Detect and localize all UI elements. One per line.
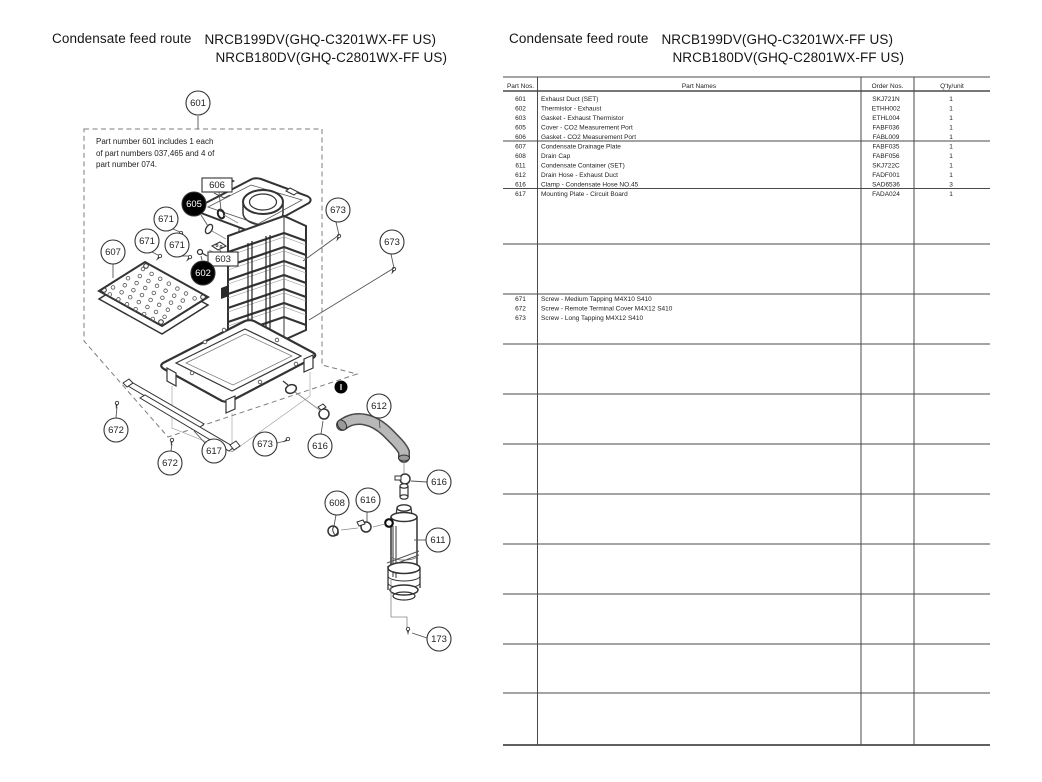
- cell-qty: 1: [949, 162, 953, 170]
- cell-part-no: 611: [515, 162, 526, 170]
- table-row: [515, 96, 953, 103]
- cell-part-no: 607: [515, 143, 526, 151]
- cell-part-name: Condensate Drainage Plate: [541, 143, 621, 151]
- cell-part-name: Clamp - Condensate Hose NO.45: [541, 181, 639, 189]
- callout-label: 672: [108, 425, 124, 437]
- cell-part-name: Mounting Plate - Circuit Board: [541, 191, 628, 198]
- cell-qty: 1: [949, 105, 953, 113]
- table-header: Q'ty/unit: [940, 83, 964, 90]
- table-row: [515, 144, 953, 151]
- cell-part-no: 672: [515, 305, 526, 313]
- callout-label: 673: [330, 205, 346, 217]
- cell-part-no: 601: [515, 96, 526, 103]
- cell-part-name: Screw - Remote Terminal Cover M4X12 S410: [541, 305, 673, 313]
- note-line: of part numbers 037,465 and 4 of: [96, 148, 215, 158]
- cell-order-no: FABF056: [872, 153, 900, 160]
- table-row: [515, 296, 652, 303]
- callout-label: 173: [431, 634, 447, 646]
- cell-part-no: 606: [515, 134, 526, 141]
- callout-label: 611: [430, 535, 446, 547]
- cell-part-no: 673: [515, 315, 526, 322]
- cell-part-name: Cover - CO2 Measurement Port: [541, 124, 633, 132]
- table-header: Part Nos.: [506, 83, 535, 90]
- cell-qty: 1: [949, 124, 953, 132]
- cell-part-no: 603: [515, 115, 526, 122]
- cell-part-name: Condensate Container (SET): [541, 162, 625, 170]
- cell-part-no: 671: [515, 296, 526, 303]
- page-title: Condensate feed route: [509, 31, 649, 46]
- table-row: [515, 115, 953, 122]
- cell-qty: 1: [949, 143, 953, 151]
- cell-part-no: 616: [515, 181, 526, 189]
- cell-order-no: ETHH002: [871, 105, 901, 113]
- cell-part-name: Drain Cap: [541, 153, 571, 160]
- model-number: NRCB180DV(GHQ-C2801WX-FF US): [215, 50, 448, 65]
- table-header: Part Names: [681, 83, 717, 90]
- callout-label: 671: [158, 214, 174, 226]
- callout-label: 603: [215, 254, 231, 266]
- note-line: part number 074.: [96, 160, 157, 169]
- cell-qty: 1: [949, 134, 953, 141]
- cell-part-no: 602: [515, 105, 526, 113]
- table-row: [515, 315, 643, 322]
- cell-part-name: Gasket - CO2 Measurement Port: [541, 134, 637, 141]
- table-row: [515, 134, 953, 141]
- cell-order-no: ETHL004: [872, 115, 900, 122]
- callout-label: 673: [384, 237, 400, 249]
- cell-part-no: 617: [515, 191, 526, 198]
- callout-label: 601: [190, 98, 206, 110]
- model-number: NRCB199DV(GHQ-C3201WX-FF US): [661, 32, 894, 47]
- cell-part-no: 605: [515, 124, 526, 132]
- table-row: [515, 182, 953, 189]
- cell-part-name: Screw - Long Tapping M4X12 S410: [541, 315, 644, 322]
- cell-order-no: SKJ721N: [872, 96, 900, 103]
- cell-order-no: FADA024: [872, 191, 900, 198]
- callout-label: 671: [139, 236, 155, 248]
- table-row: [515, 306, 673, 313]
- model-number: NRCB180DV(GHQ-C2801WX-FF US): [672, 50, 905, 65]
- cell-part-name: Screw - Medium Tapping M4X10 S410: [541, 296, 652, 303]
- table-row: [515, 163, 953, 170]
- callout-label: 608: [329, 498, 345, 510]
- cell-order-no: SKJ722C: [872, 162, 900, 170]
- cell-part-name: Exhaust Duct (SET): [541, 96, 599, 103]
- cell-part-name: Thermistor - Exhaust: [541, 105, 602, 113]
- callout-label: 616: [431, 477, 447, 489]
- cell-qty: 1: [949, 96, 953, 103]
- cell-order-no: SAD6536: [872, 181, 900, 189]
- cell-qty: 1: [949, 191, 953, 198]
- cell-order-no: FABF035: [872, 143, 900, 151]
- callout-label: 616: [312, 441, 328, 453]
- callout-label: 671: [169, 240, 185, 252]
- callout-label: 616: [360, 495, 376, 507]
- cell-order-no: FABL009: [872, 134, 900, 141]
- cell-qty: 1: [949, 115, 953, 122]
- table-header: Order Nos.: [871, 83, 904, 90]
- table-row: [515, 106, 953, 113]
- callout-label: I: [339, 382, 343, 392]
- callout-label: 605: [186, 199, 202, 211]
- cell-part-name: Gasket - Exhaust Thermistor: [541, 115, 624, 122]
- callout-label: 617: [206, 446, 222, 458]
- cell-order-no: FABF036: [872, 124, 900, 132]
- cell-part-name: Drain Hose - Exhaust Duct: [541, 172, 618, 179]
- cell-part-no: 612: [515, 172, 526, 179]
- note-line: Part number 601 includes 1 each: [96, 137, 214, 146]
- cell-part-no: 608: [515, 153, 526, 160]
- cell-order-no: FADF001: [872, 172, 900, 179]
- callout-label: 607: [105, 247, 121, 259]
- cell-qty: 1: [949, 172, 953, 179]
- callout-label: 672: [162, 458, 178, 470]
- table-row: [515, 191, 953, 198]
- table-row: [515, 125, 953, 132]
- table-row: [515, 153, 953, 160]
- model-number: NRCB199DV(GHQ-C3201WX-FF US): [204, 32, 437, 47]
- callout-label: 673: [257, 439, 273, 451]
- callout-label: 606: [209, 180, 225, 192]
- cell-qty: 1: [949, 153, 953, 160]
- callout-label: 612: [371, 401, 387, 413]
- callout-label: 602: [195, 268, 211, 280]
- table-row: [515, 172, 953, 179]
- page-title: Condensate feed route: [52, 31, 192, 46]
- cell-qty: 3: [949, 181, 953, 189]
